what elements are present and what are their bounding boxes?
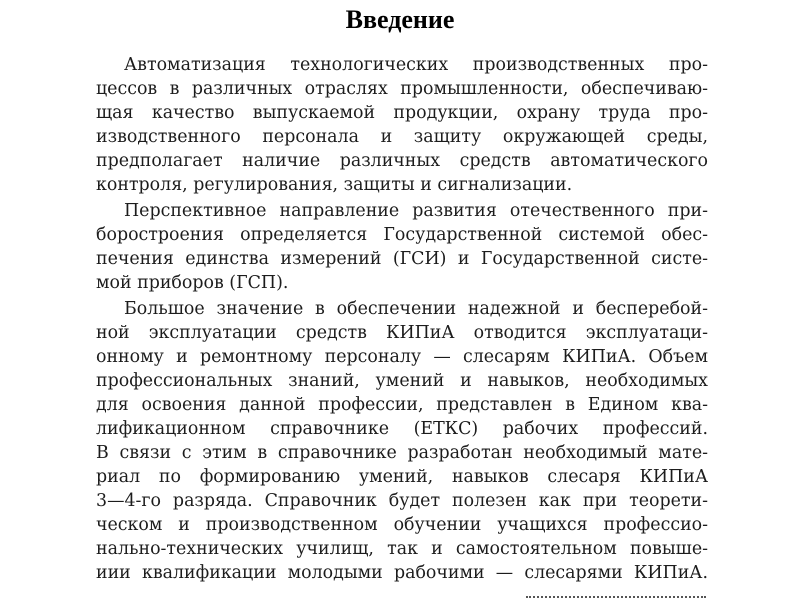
text-line-9: печения единства измерений (ГСИ) и Государственной систе- bbox=[96, 249, 708, 269]
page-title: Введение bbox=[345, 5, 455, 34]
text-line-12: ной эксплуатации средств КИПиА отводится эксплуатаци- bbox=[96, 323, 708, 343]
cropped-next-line-fragment bbox=[526, 590, 706, 600]
text-line-1: Автоматизация технологических производственных про- bbox=[124, 55, 708, 75]
scanned-text-block bbox=[96, 52, 708, 600]
text-line-22: иии квалификации молодыми рабочими — слесарями КИПиА. bbox=[96, 563, 708, 583]
text-line-14: профессиональных знаний, умений и навыков, необходимых bbox=[96, 371, 708, 391]
text-line-10: мой приборов (ГСП). bbox=[96, 273, 289, 293]
text-line-17: В связи с этим в справочнике разработан необходимый мате- bbox=[96, 443, 708, 463]
text-line-3: щая качество выпускаемой продукции, охрану труда про- bbox=[96, 103, 708, 123]
text-line-5: предполагает наличие различных средств автоматического bbox=[96, 151, 708, 171]
text-line-8: боростроения определяется Государственной системой обес- bbox=[96, 225, 708, 245]
text-line-13: онному и ремонтному персоналу — слесарям КИПиА. Объем bbox=[96, 347, 708, 367]
text-line-16: лификационном справочнике (ЕТКС) рабочих профессий. bbox=[96, 419, 708, 439]
text-line-19: 3—4-го разряда. Справочник будет полезен как при теорети- bbox=[96, 491, 708, 511]
text-line-6: контроля, регулирования, защиты и сигнализации. bbox=[96, 175, 573, 195]
text-line-4: изводственного персонала и защиту окружающей среды, bbox=[96, 127, 708, 147]
text-line-21: нально-технических училищ, так и самостоятельном повыше- bbox=[96, 539, 708, 559]
text-line-15: для освоения данной профессии, представлен в Едином ква- bbox=[96, 395, 708, 415]
text-line-20: ческом и производственном обучении учащихся профессио- bbox=[96, 515, 708, 535]
text-line-18: риал по формированию умений, навыков слесаря КИПиА bbox=[96, 467, 708, 487]
text-line-2: цессов в различных отраслях промышленности, обеспечиваю- bbox=[96, 79, 708, 99]
text-line-11: Большое значение в обеспечении надежной и бесперебой- bbox=[124, 299, 708, 319]
text-line-7: Перспективное направление развития отечественного при- bbox=[124, 201, 708, 221]
